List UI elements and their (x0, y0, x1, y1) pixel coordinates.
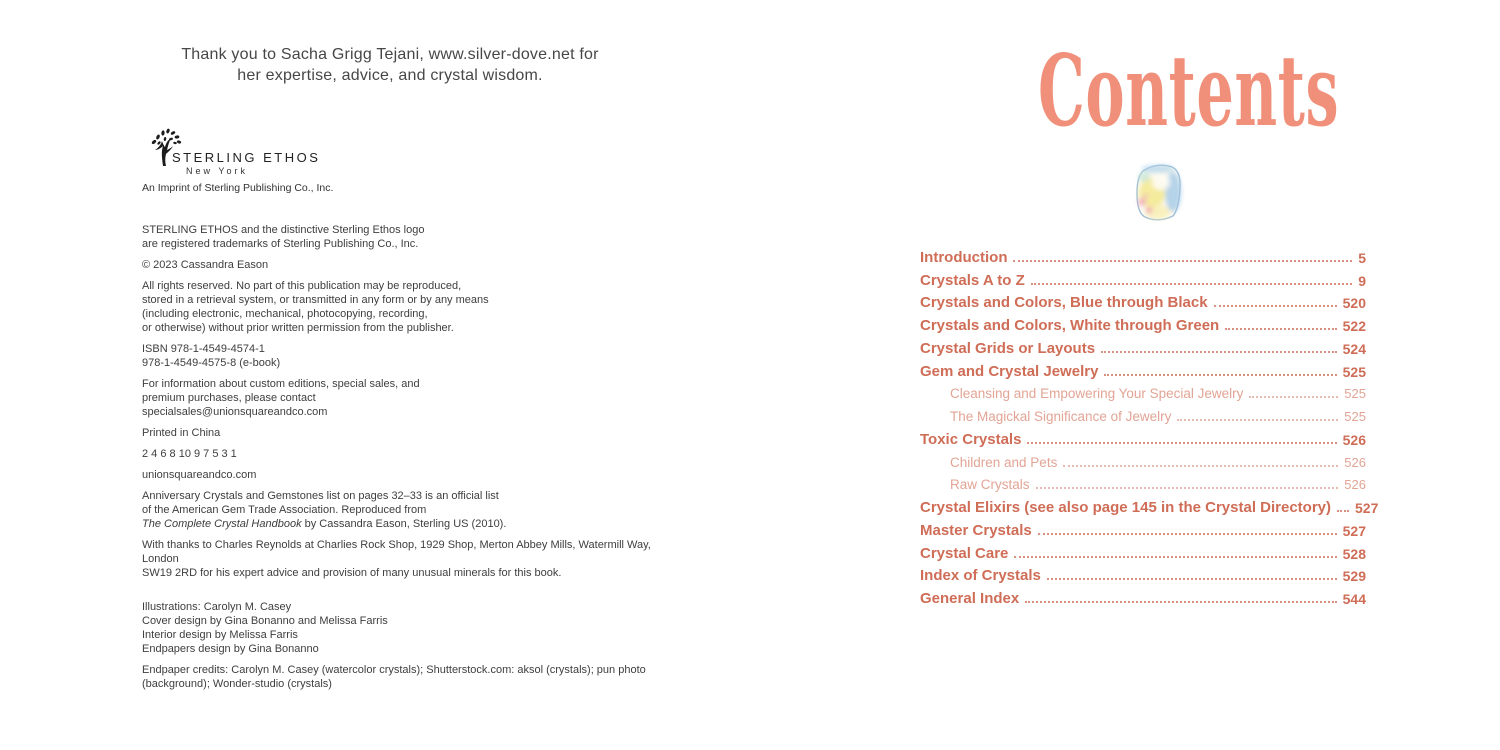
toc-subrow-cleansing-jewelry (920, 380, 1366, 403)
text-line: (background); Wonder-studio (crystals) (142, 678, 332, 690)
toc-label: General Index (920, 590, 1020, 607)
interior-design-credit: Interior design by Melissa Farris (142, 629, 298, 641)
text-line: stored in a retrieval system, or transmitted in any form or by any means (142, 294, 489, 306)
book-title-italic: The Complete Crystal Handbook (142, 518, 302, 530)
toc-label: Crystal Care (920, 544, 1009, 562)
toc-row-toxic-crystals (920, 425, 1366, 448)
toc-page-number: 9 (1358, 272, 1366, 289)
endpapers-design-credit: Endpapers design by Gina Bonanno (142, 643, 319, 655)
website-line: unionsquareandco.com (142, 469, 257, 481)
text-line: STERLING ETHOS and the distinctive Sterling Ethos logo (142, 224, 425, 236)
toc-label: Crystal Elixirs (see also page 145 in the Crystal Directory) (920, 499, 1332, 516)
toc-row-general-index (920, 584, 1366, 607)
text-line: Endpaper credits: Carolyn M. Casey (watercolor crystals); Shutterstock.com: aksol (crystals); pun photo (142, 664, 646, 676)
dot-leader (1027, 442, 1336, 444)
toc-row-crystals-a-to-z (920, 266, 1366, 289)
dot-leader (1214, 305, 1337, 307)
isbn-paragraph (142, 342, 622, 370)
text-line: or otherwise) without prior written permission from the publisher. (142, 322, 454, 334)
dedication-line: Thank you to Sacha Grigg Tejani, www.silver-dove.net (181, 46, 575, 63)
dot-leader (1036, 487, 1339, 489)
toc-page-number: 525 (1344, 409, 1366, 424)
toc-page-number: 529 (1342, 568, 1366, 585)
toc-label: Crystal Grids or Layouts (920, 339, 1096, 357)
toc-page-number: 525 (1344, 386, 1366, 402)
dot-leader (1014, 556, 1336, 558)
toc-label: Crystals and Colors, Blue through Black (920, 294, 1208, 312)
toc-subrow-magickal-significance (920, 402, 1366, 425)
dot-leader (1249, 396, 1338, 398)
printed-in-line: Printed in China (142, 427, 221, 439)
toc-row-gem-crystal-jewelry (920, 357, 1366, 380)
text-line: For information about custom editions, special sales, and (142, 378, 420, 390)
toc-row-introduction (920, 243, 1366, 266)
toc-row-crystal-grids (920, 334, 1366, 357)
credits-paragraph (142, 600, 622, 656)
table-of-contents (920, 243, 1379, 607)
toc-page-number: 526 (1344, 477, 1366, 493)
publisher-city: New York (186, 166, 249, 176)
text-line: All rights reserved. No part of this publication may be reproduced, (142, 280, 462, 292)
dot-leader (1038, 533, 1337, 535)
rights-paragraph (142, 279, 622, 335)
text-line: SW19 2RD for his expert advice and provision of many unusual minerals for this book. (142, 567, 562, 579)
toc-label: Crystals and Colors, White through Green (920, 317, 1220, 334)
toc-row-crystal-elixirs (920, 493, 1379, 516)
toc-label: Introduction (920, 248, 1008, 266)
toc-row-index-of-crystals (920, 562, 1366, 585)
toc-page-number: 520 (1342, 295, 1366, 312)
toc-label: Index of Crystals (920, 567, 1041, 585)
dot-leader (1025, 601, 1336, 603)
toc-subrow-children-pets (920, 448, 1366, 471)
toc-label: Master Crystals (920, 521, 1032, 539)
text-line: (including electronic, mechanical, photocopying, recording, (142, 308, 428, 320)
dot-leader (1047, 578, 1337, 580)
toc-label: Crystals A to Z (920, 271, 1025, 289)
toc-label: Children and Pets (950, 454, 1058, 470)
toc-page-number: 526 (1344, 454, 1366, 470)
toc-row-colors-blue-black (920, 289, 1366, 312)
text-line: With thanks to Charles Reynolds at Charlies Rock Shop, 1929 Shop, Merton Abbey Mills, Watermill Way, London (142, 539, 651, 565)
toc-page-number: 524 (1342, 340, 1366, 357)
toc-page-number: 525 (1342, 363, 1366, 380)
publisher-name: STERLING ETHOS (172, 150, 321, 165)
toc-label: The Magickal Significance of Jewelry (950, 409, 1172, 424)
sales-email: specialsales@unionsquareandco.com (142, 406, 328, 418)
text-line: Anniversary Crystals and Gemstones list on pages 32–33 is an official list (142, 490, 499, 502)
toc-label: Toxic Crystals (920, 430, 1022, 448)
thanks-paragraph (142, 538, 682, 580)
toc-row-crystal-care (920, 539, 1366, 562)
trademark-paragraph (142, 223, 622, 251)
dot-leader (1337, 510, 1349, 512)
publisher-imprint: An Imprint of Sterling Publishing Co., Inc. (142, 182, 334, 194)
cover-design-credit: Cover design by Gina Bonanno and Melissa Farris (142, 615, 388, 627)
text-line: of the American Gem Trade Association. Reproduced from (142, 504, 427, 516)
toc-subrow-raw-crystals (920, 471, 1366, 494)
dot-leader (1101, 351, 1337, 353)
toc-page-number: 522 (1342, 318, 1366, 334)
dot-leader (1177, 419, 1338, 421)
dot-leader (1225, 328, 1336, 330)
endpaper-credits-paragraph (142, 663, 682, 691)
text-fragment: by Cassandra Eason, Sterling US (2010). (301, 518, 507, 530)
special-sales-paragraph (142, 377, 622, 419)
toc-page-number: 527 (1342, 522, 1366, 539)
dedication-text (170, 44, 610, 86)
text-line: are registered trademarks of Sterling Publishing Co., Inc. (142, 238, 419, 250)
toc-page-number: 528 (1342, 545, 1366, 562)
toc-page-number: 526 (1342, 431, 1366, 448)
print-run-line: 2 4 6 8 10 9 7 5 3 1 (142, 448, 237, 460)
text-line: premium purchases, please contact (142, 392, 316, 404)
copyright-line: © 2023 Cassandra Eason (142, 259, 269, 271)
toc-row-colors-white-green (920, 311, 1366, 334)
toc-label: Gem and Crystal Jewelry (920, 362, 1099, 380)
illustrations-credit: Illustrations: Carolyn M. Casey (142, 601, 292, 613)
toc-page-number: 5 (1358, 249, 1366, 266)
isbn-ebook: 978-1-4549-4575-8 (e-book) (142, 357, 281, 369)
text-line (142, 517, 622, 531)
dot-leader (1031, 283, 1352, 285)
contents-page-title: Contents (1038, 34, 1340, 149)
toc-label: Cleansing and Empowering Your Special Jewelry (950, 386, 1244, 402)
dedication-line: for her expertise, advice, and crystal wisdom. (237, 46, 599, 84)
toc-page-number: 527 (1355, 500, 1379, 516)
dot-leader (1104, 374, 1336, 376)
dot-leader (1013, 260, 1352, 262)
dot-leader (1063, 465, 1338, 467)
toc-page-number: 544 (1342, 591, 1366, 607)
toc-label: Raw Crystals (950, 477, 1030, 493)
isbn-print: ISBN 978-1-4549-4574-1 (142, 343, 265, 355)
copyright-page-text (142, 223, 651, 698)
anniversary-paragraph (142, 489, 622, 531)
toc-row-master-crystals (920, 516, 1366, 539)
watercolor-crystal-cube-image (1128, 160, 1188, 224)
